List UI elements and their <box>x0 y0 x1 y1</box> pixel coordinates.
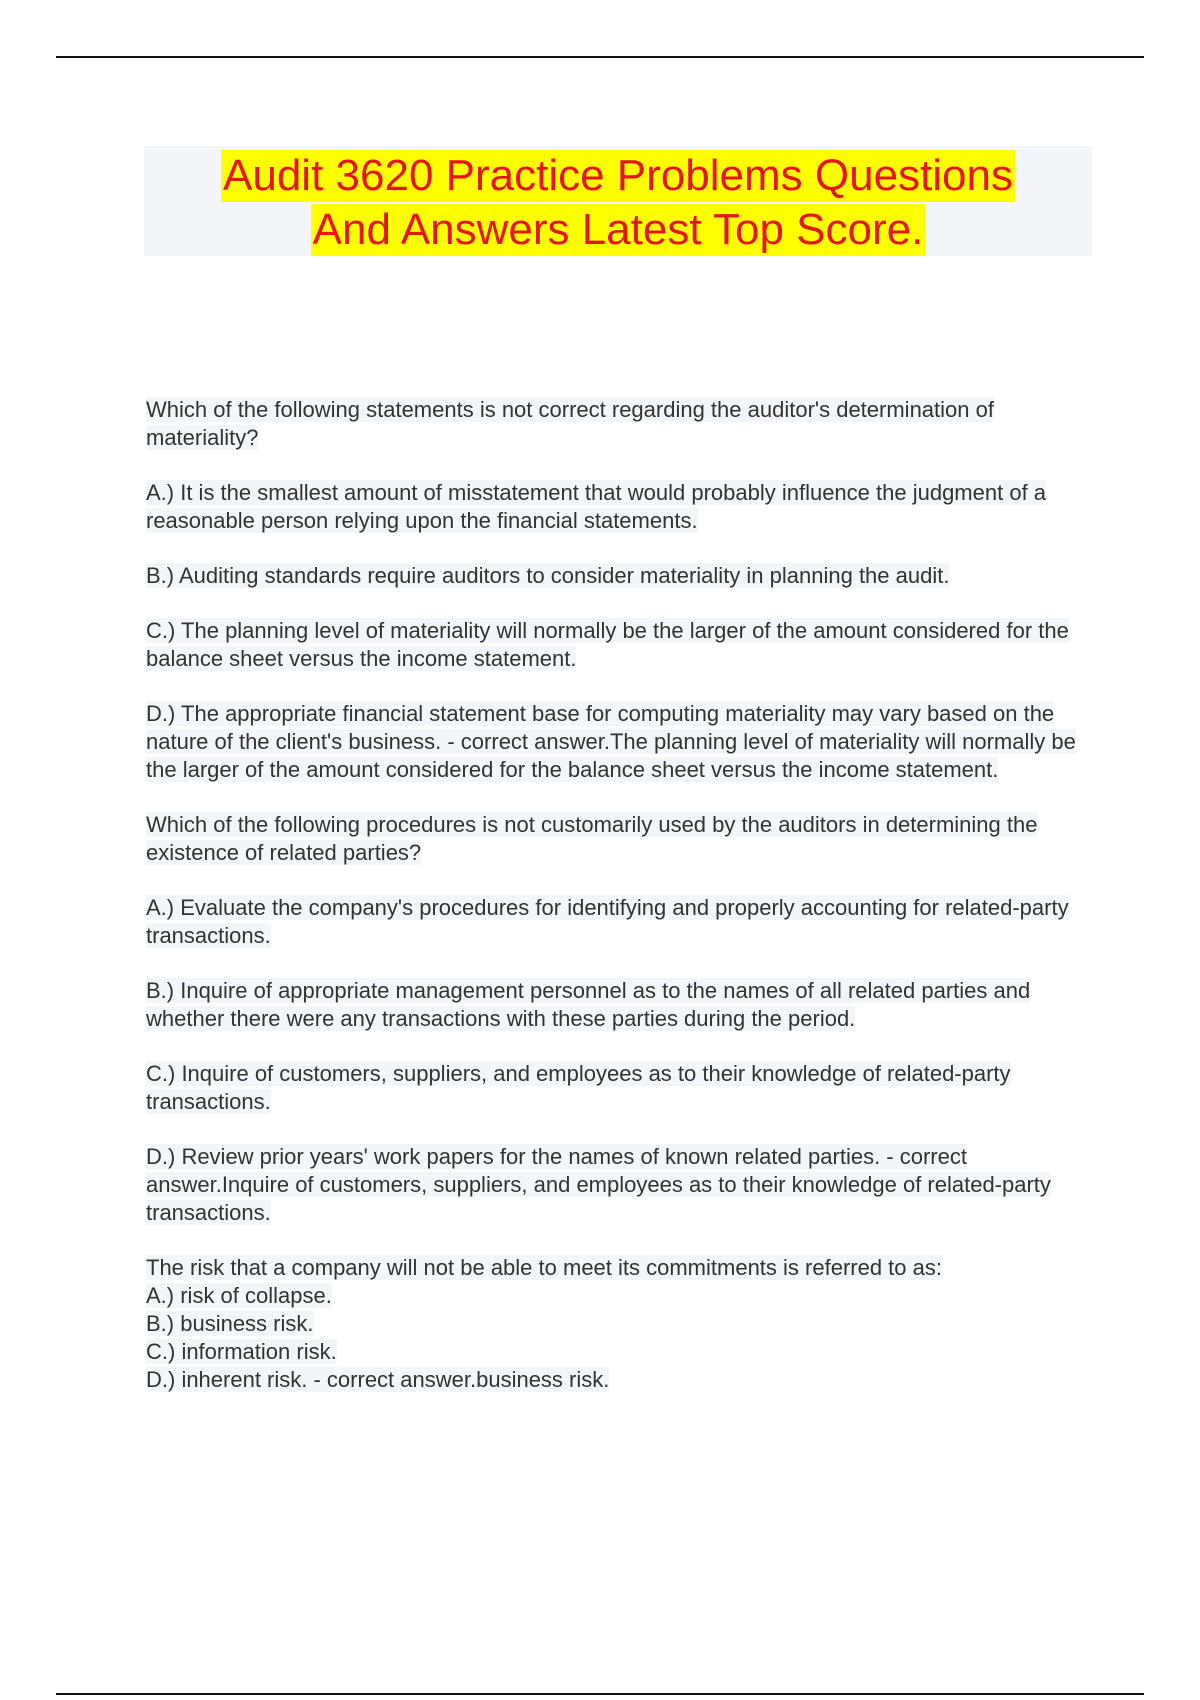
question-3-option-d-answer: D.) inherent risk. - correct answer.business risk. <box>146 1367 610 1392</box>
option-text: C.) The planning level of materiality will normally be the larger of the amount considered for the balance sheet versus the income statement. <box>146 618 1069 671</box>
top-divider <box>56 56 1144 58</box>
question-3-option-a: A.) risk of collapse. <box>146 1283 332 1308</box>
question-1-option-d-answer <box>146 700 1106 784</box>
option-text: D.) The appropriate financial statement base for computing materiality may vary based on the nature of the client's business. - correct answer.The planning level of materiality will normally be the larger of the amount considered for the balance sheet versus the income statement. <box>146 701 1076 782</box>
question-1-option-c <box>146 617 1106 673</box>
question-2-text: Which of the following procedures is not customarily used by the auditors in determining the existence of related parties? <box>146 812 1038 865</box>
question-2-option-a <box>146 894 1106 950</box>
question-2 <box>146 811 1106 867</box>
question-2-option-d-answer <box>146 1143 1106 1227</box>
question-3 <box>146 1254 1106 1394</box>
question-1 <box>146 396 1106 452</box>
option-text: A.) Evaluate the company's procedures for identifying and properly accounting for related-party transactions. <box>146 895 1069 948</box>
question-3-option-b: B.) business risk. <box>146 1311 314 1336</box>
title-banner <box>144 146 1092 256</box>
question-1-option-b <box>146 562 1106 590</box>
document-body <box>146 396 1106 1394</box>
question-1-text: Which of the following statements is not correct regarding the auditor's determination of materiality? <box>146 397 994 450</box>
document-title-line-1: Audit 3620 Practice Problems Questions <box>223 151 1013 200</box>
option-text: B.) Auditing standards require auditors to consider materiality in planning the audit. <box>146 563 950 588</box>
document-title-line-2: And Answers Latest Top Score. <box>312 205 924 254</box>
question-2-option-c <box>146 1060 1106 1116</box>
option-text: A.) It is the smallest amount of misstatement that would probably influence the judgment of a reasonable person relying upon the financial statements. <box>146 480 1047 533</box>
option-text: C.) Inquire of customers, suppliers, and employees as to their knowledge of related-party transactions. <box>146 1061 1011 1114</box>
question-3-text: The risk that a company will not be able to meet its commitments is referred to as: <box>146 1255 942 1280</box>
question-3-option-c: C.) information risk. <box>146 1339 337 1364</box>
bottom-divider <box>56 1693 1144 1695</box>
question-2-option-b <box>146 977 1106 1033</box>
option-text: B.) Inquire of appropriate management personnel as to the names of all related parties and whether there were any transactions with these parties during the period. <box>146 978 1031 1031</box>
option-text: D.) Review prior years' work papers for the names of known related parties. - correct answer.Inquire of customers, suppliers, and employees as to their knowledge of related-party transactions. <box>146 1144 1051 1225</box>
question-1-option-a <box>146 479 1106 535</box>
